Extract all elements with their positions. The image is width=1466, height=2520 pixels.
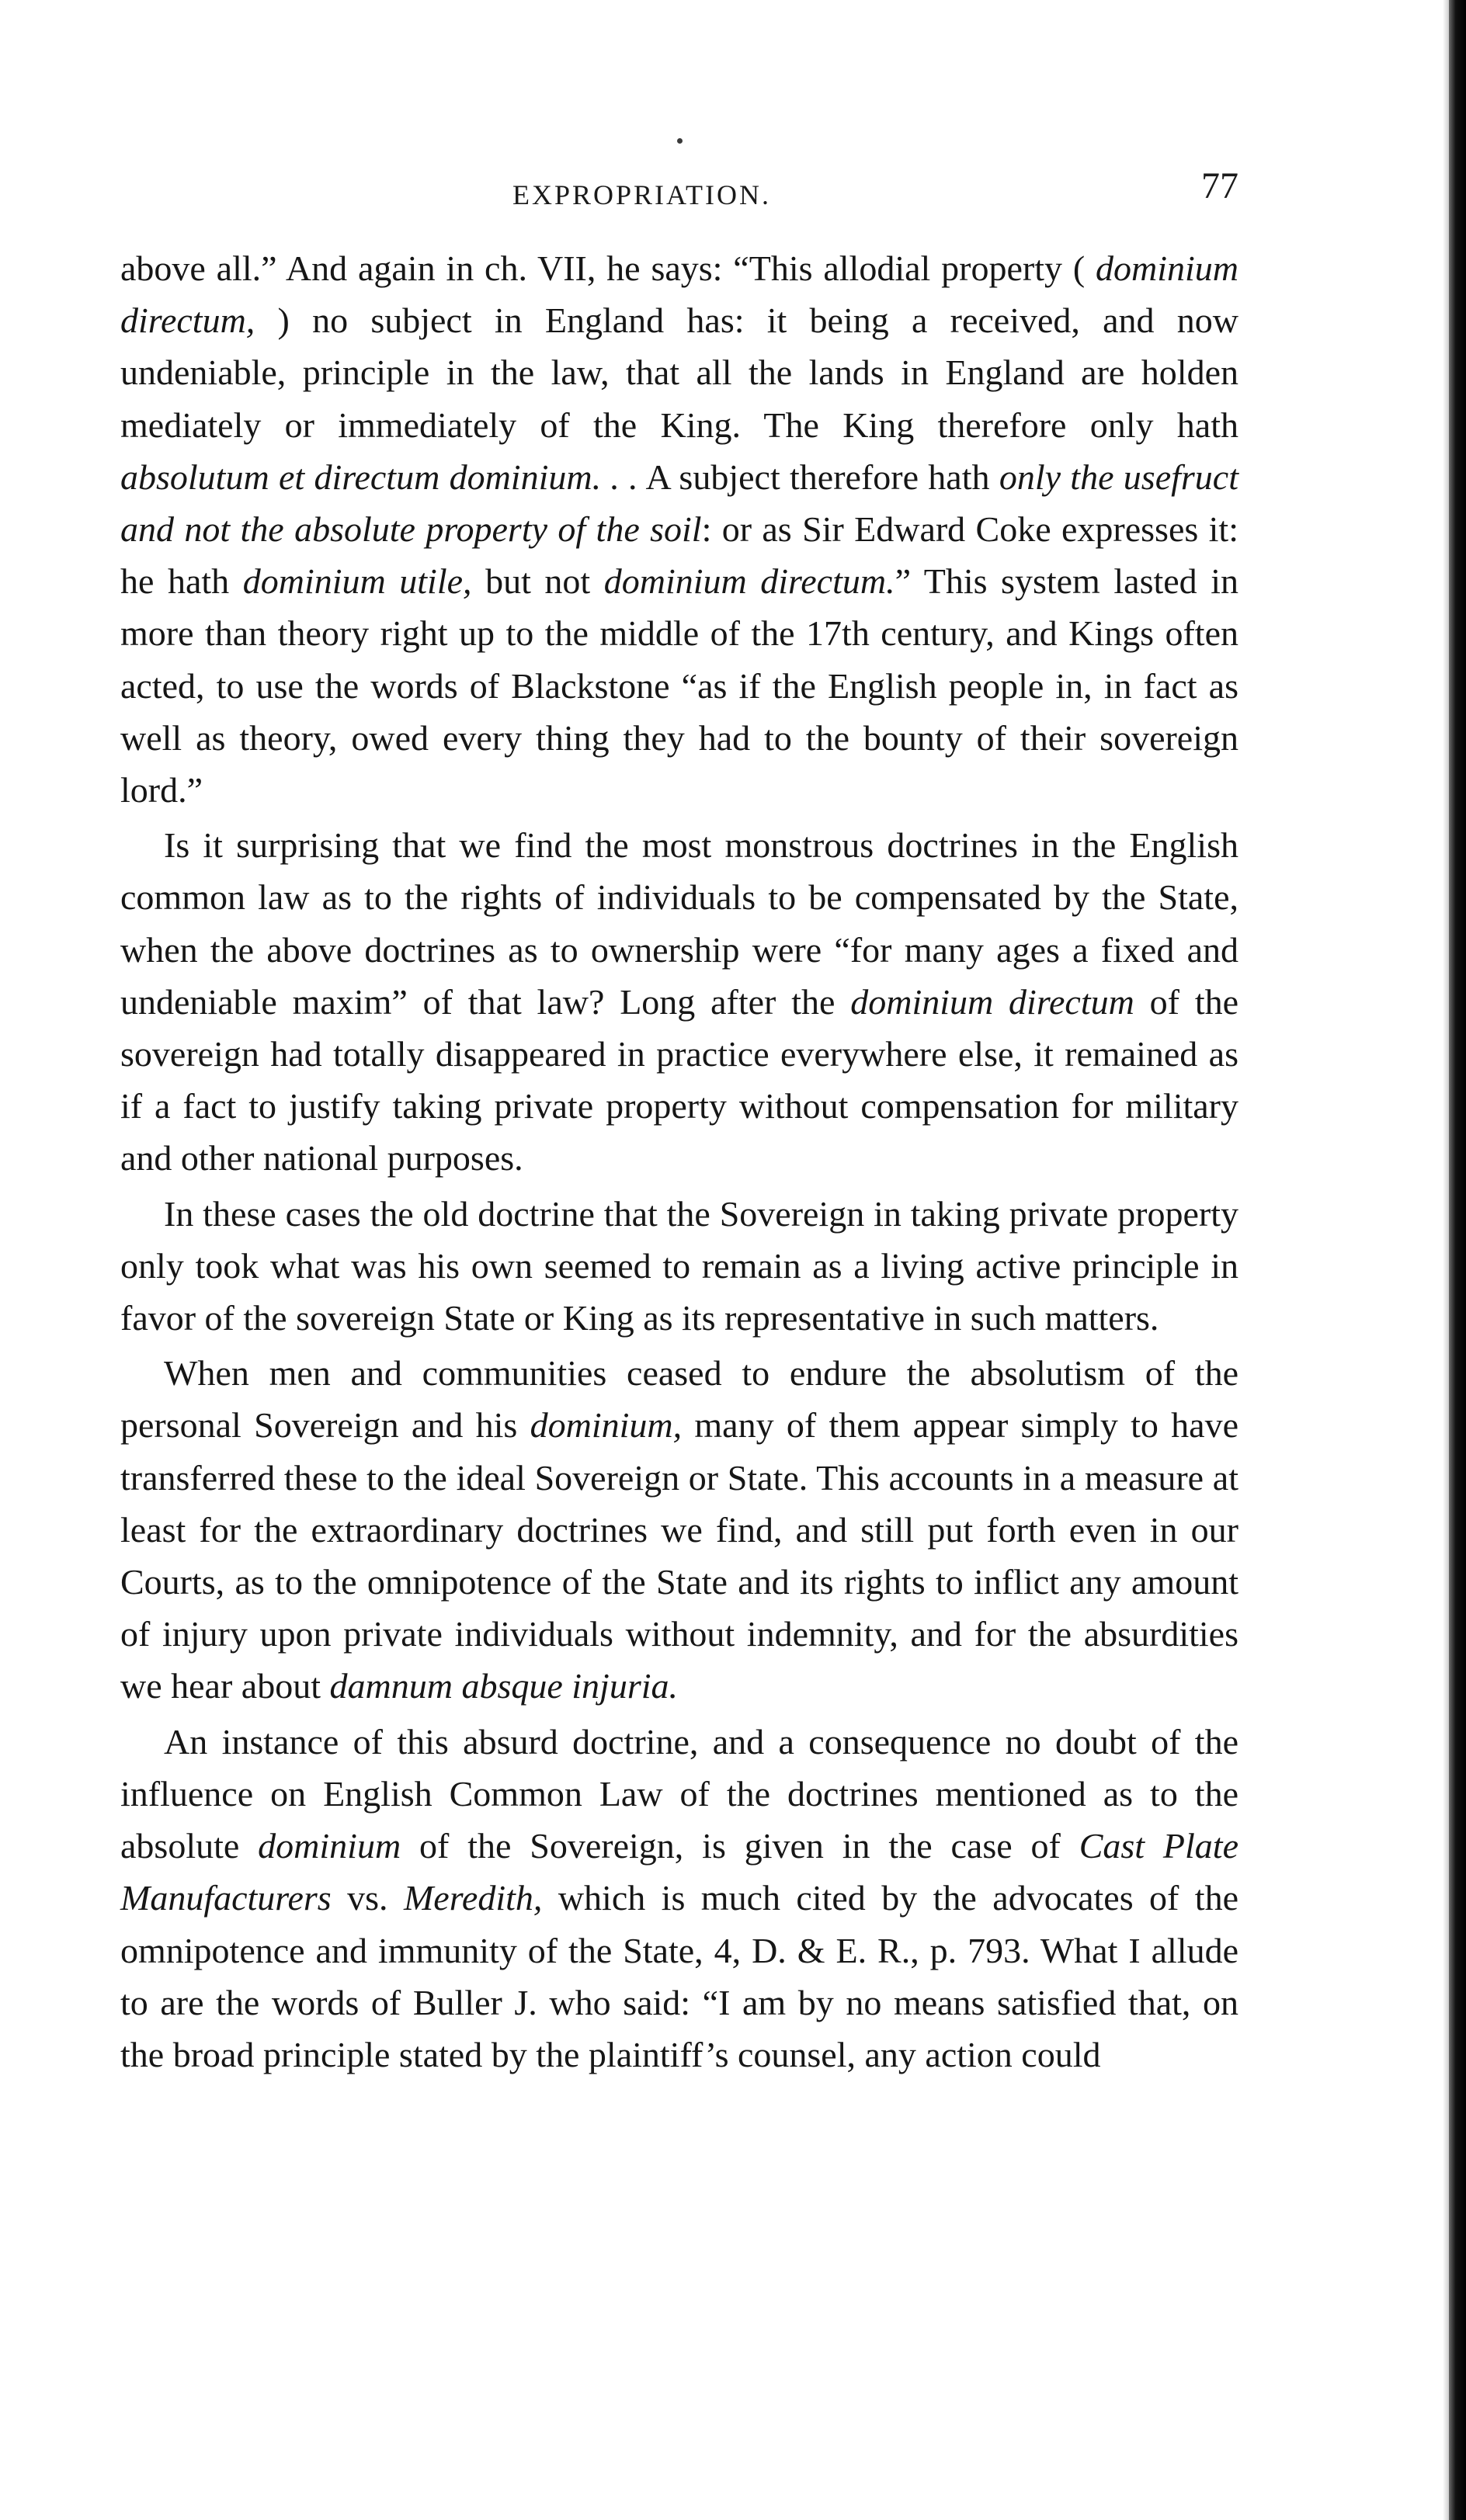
page-number: 77 bbox=[1201, 165, 1238, 207]
text-run: of the Sovereign, is given in the case of bbox=[401, 1826, 1079, 1866]
italic-text: absolutum et directum dominium. . . bbox=[120, 456, 638, 497]
binding-shadow bbox=[1443, 0, 1449, 2520]
body-text bbox=[120, 242, 1238, 2081]
text-run: Is it surprising that we find the most monstrous doctrines in the English common law as to the rights of individuals to be compensated by the State, when the above doctrines as to ownership were “for many ages a fixed and undeniable maxim” of that law? Long after the bbox=[120, 825, 1238, 1022]
page-header bbox=[120, 165, 1238, 211]
paragraph bbox=[120, 242, 1238, 816]
text-run: but not bbox=[471, 561, 604, 602]
italic-text: damnum absque injuria. bbox=[329, 1666, 678, 1706]
text-run: ) no subject in England has: it being a received, and now undeniable, principle in the law, that all the lands in England are holden mediately or immediately of the King. The King therefore only hath bbox=[120, 300, 1238, 445]
italic-text: dominium directum. bbox=[603, 561, 895, 602]
italic-text: dominium utile, bbox=[242, 561, 472, 602]
italic-text: only the usefruct and not the absolute property of the soil bbox=[120, 456, 1239, 550]
text-run: vs. bbox=[331, 1878, 404, 1918]
text-run: which is much cited by the advocates of the omnipotence and immunity of the State, 4, D. & E. R., p. 793. What I allude to are the words of Buller J. who said: “I am by no means satisfied that, on the broad principle stated by the plaintiff’s counsel, any action could bbox=[120, 1878, 1238, 2074]
italic-text: dominium bbox=[258, 1826, 401, 1866]
paragraph bbox=[120, 1716, 1238, 2081]
paragraph bbox=[120, 819, 1238, 1184]
text-run: An instance of this absurd doctrine, and a consequence no doubt of the influence on English Common Law of the doctrines mentioned as to the absolute bbox=[120, 1721, 1238, 1866]
text-run: of the sovereign had totally disappeared in practice everywhere else, it remained as if a fact to justify taking private property without compensation for military and other national purposes. bbox=[120, 981, 1239, 1178]
italic-text: Cast Plate Manufacturers bbox=[120, 1826, 1239, 1918]
text-run: When men and communities ceased to endure the absolutism of the personal Sovereign and his bbox=[120, 1353, 1238, 1446]
ink-speck bbox=[677, 138, 683, 144]
italic-text: dominium directum, bbox=[120, 248, 1238, 341]
text-run: ” This system lasted in more than theory right up to the middle of the 17th century, and Kings often acted, to use the words of Blackstone “as if the English people in, in fact as well as theory, owed every thing they had to the bounty of their sovereign lord.” bbox=[120, 561, 1238, 810]
italic-text: Meredith, bbox=[403, 1878, 543, 1918]
paragraph bbox=[120, 1347, 1238, 1712]
italic-text: dominium directum bbox=[850, 981, 1134, 1022]
paragraph bbox=[120, 1188, 1238, 1345]
binding-edge bbox=[1449, 0, 1466, 2520]
text-run: above all.” And again in ch. VII, he says: “This allodial property ( bbox=[120, 248, 1096, 288]
text-run: many of them appear simply to have transferred these to the ideal Sovereign or State. This accounts in a measure at least for the extraordinary doctrines we find, and still put forth even in our Courts, as to the omnipotence of the State and its rights to inflict any amount of injury upon private individuals without indemnity, and for the absurdities we hear about bbox=[120, 1405, 1239, 1706]
italic-text: dominium, bbox=[530, 1405, 683, 1446]
text-run: In these cases the old doctrine that the Sovereign in taking private property only took what was his own seemed to remain as a living active principle in favor of the sovereign State or King as its representative in such matters. bbox=[120, 1193, 1238, 1338]
running-head: EXPROPRIATION. bbox=[512, 179, 772, 210]
text-run: A subject therefore hath bbox=[637, 456, 999, 497]
text-run: : or as Sir Edward Coke expresses it: he hath bbox=[120, 509, 1238, 602]
